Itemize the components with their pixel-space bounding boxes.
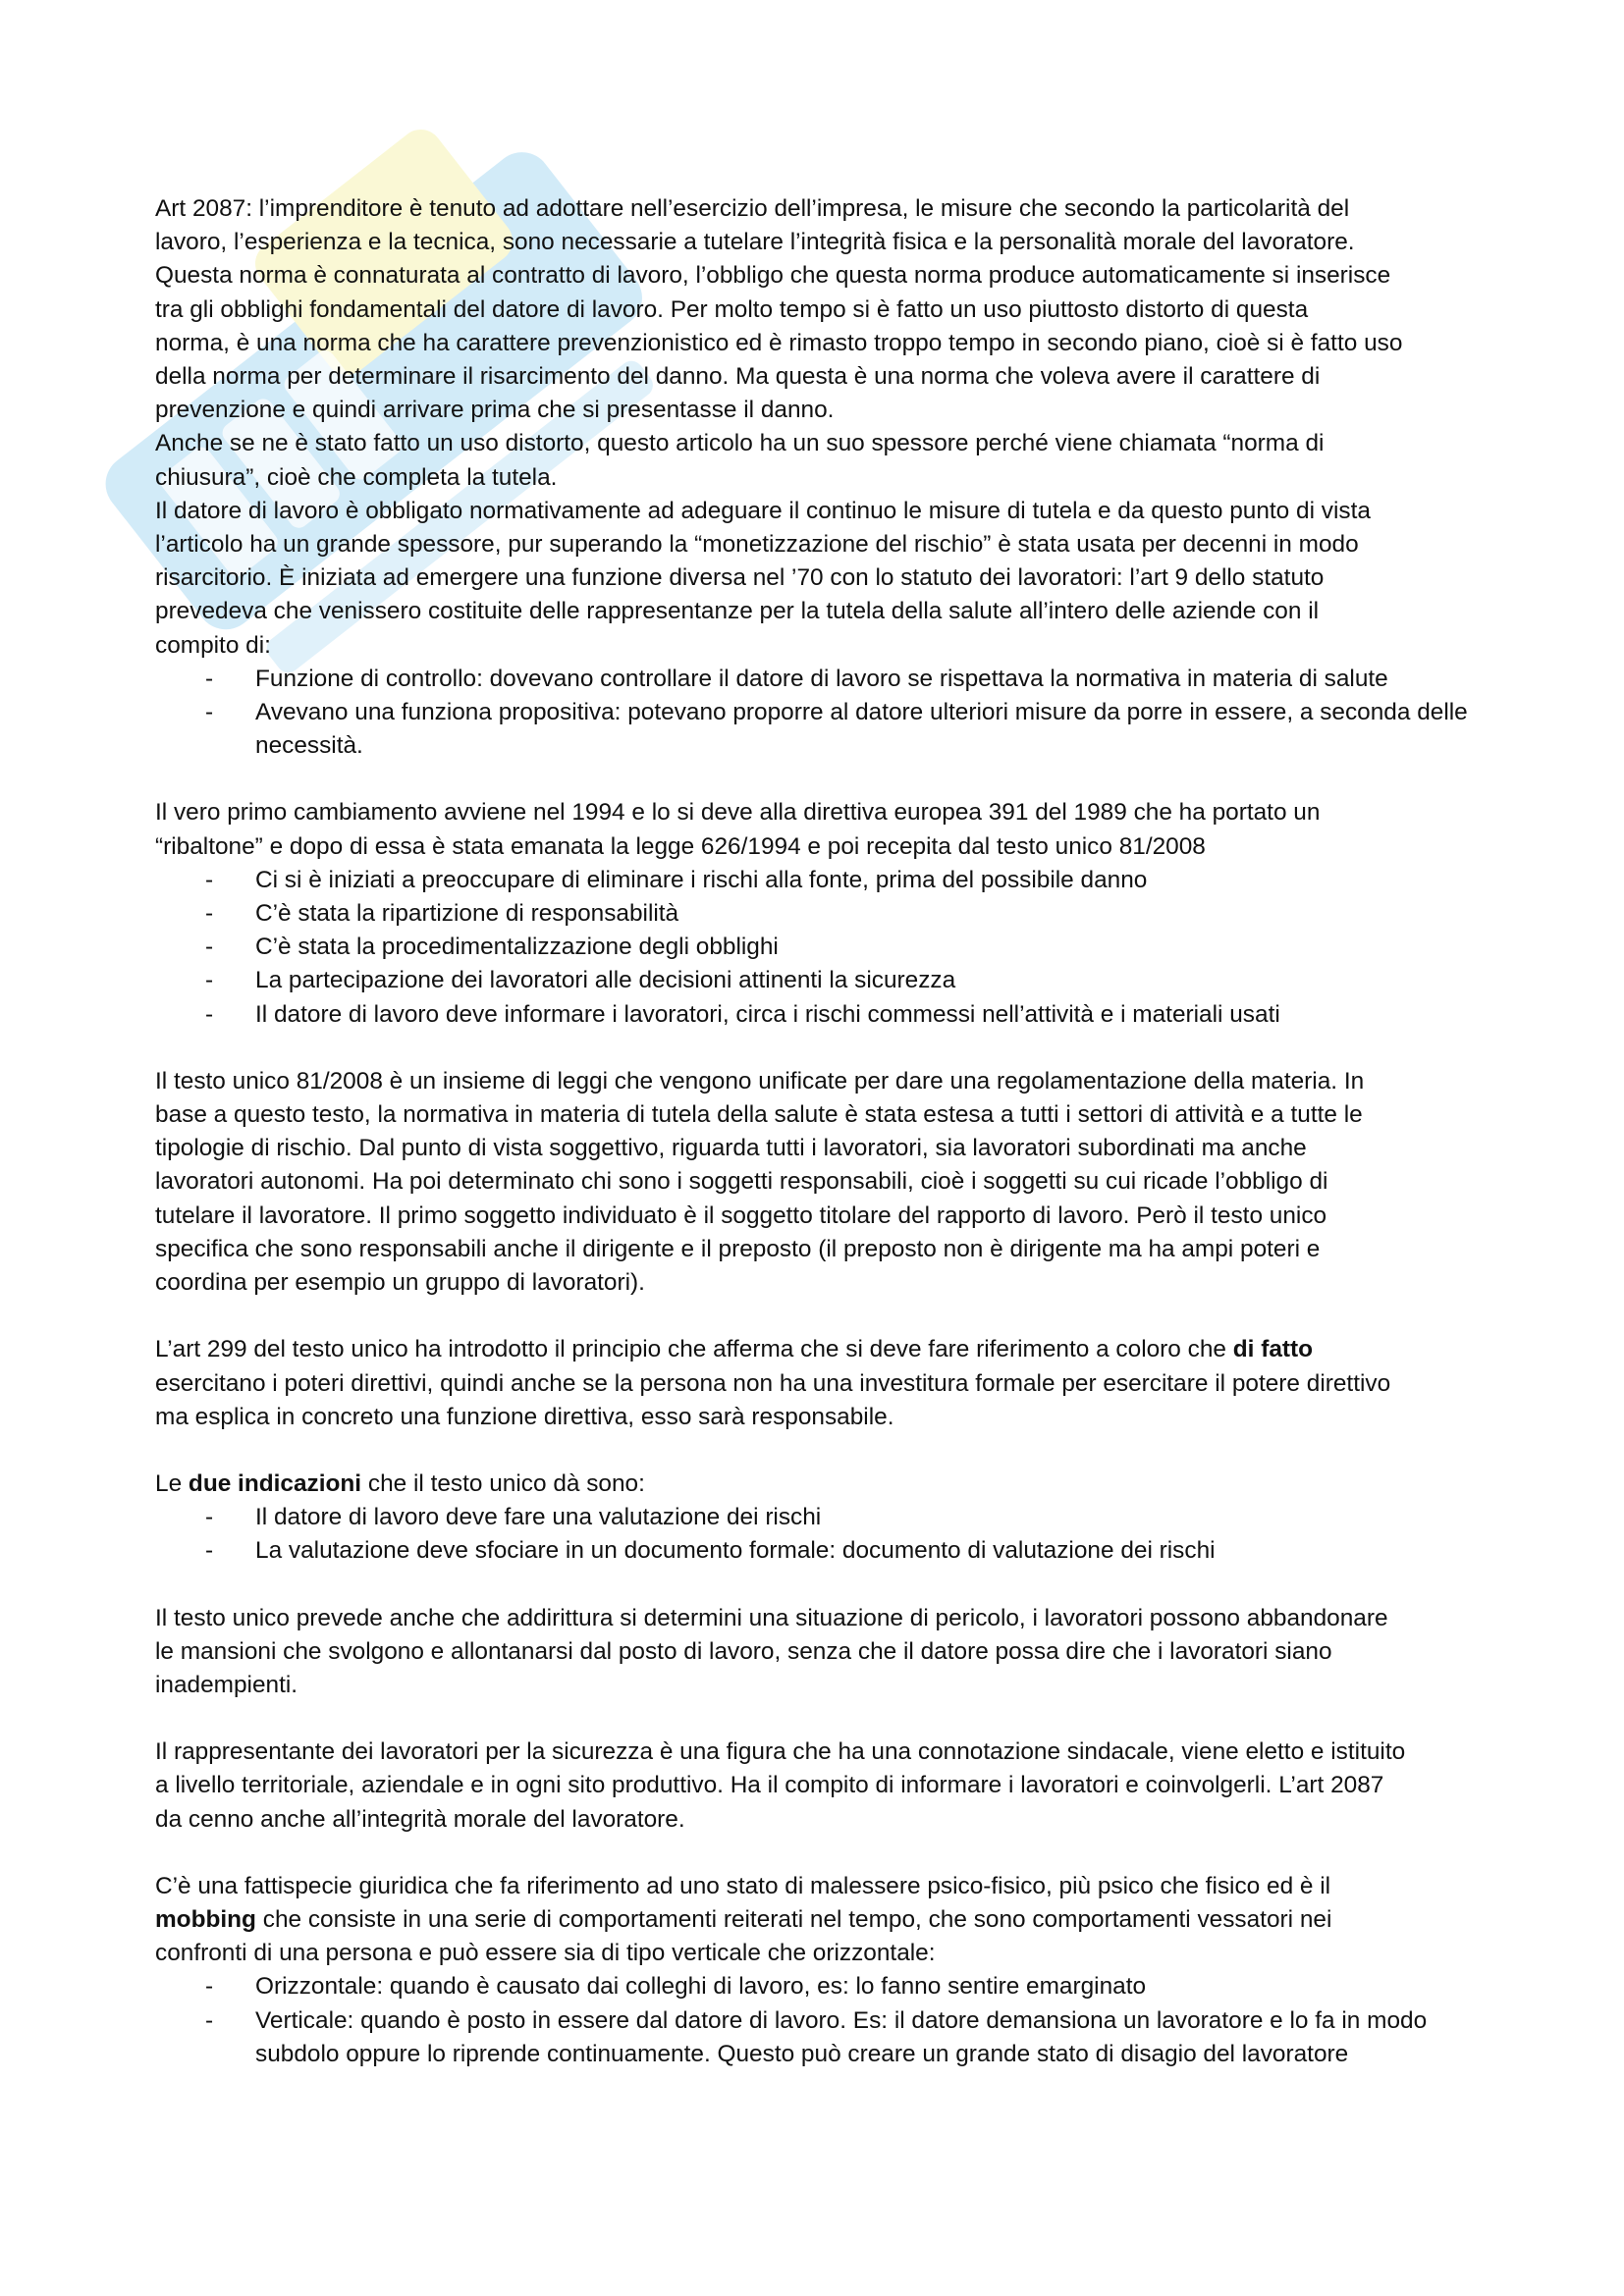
list-cambiamenti	[155, 864, 1481, 1032]
text-line: Il datore di lavoro è obbligato normativamente ad adeguare il continuo le misure di tutela e da questo punto di vista	[155, 497, 1371, 524]
bold-di-fatto: di fatto	[1232, 1336, 1314, 1363]
bullet-dash: -	[205, 665, 214, 692]
list-item: - Orizzontale: quando è causato dai colleghi di lavoro, es: lo fanno sentire emarginato	[155, 1970, 1481, 2003]
text-line: norma, è una norma che ha carattere prevenzionistico ed è rimasto troppo tempo in secondo piano, cioè si è fatto uso	[155, 329, 1403, 356]
text-line: risarcitorio. È iniziata ad emergere una funzione diversa nel ’70 con lo statuto dei lavoratori: l’art 9 dello statuto	[155, 564, 1325, 592]
document-body	[155, 192, 1481, 2071]
list-item: - C’è stata la ripartizione di responsabilità	[155, 897, 1481, 931]
bullet-dash: -	[205, 866, 214, 893]
text-line: Questa norma è connaturata al contratto di lavoro, l’obbligo che questa norma produce automaticamente si inserisce	[155, 262, 1391, 290]
text-line: chiusura”, cioè che completa la tutela.	[155, 463, 558, 491]
text-line: compito di:	[155, 631, 271, 659]
bullet-dash: -	[205, 1504, 214, 1531]
bold-mobbing: mobbing	[155, 1905, 256, 1933]
list-rappresentanze-compiti	[155, 663, 1481, 764]
text-line: lavoro, l’esperienza e la tecnica, sono necessarie a tutelare l’integrità fisica e la personalità morale del lavoratore.	[155, 229, 1355, 256]
text-line: Anche se ne è stato fatto un uso distorto, questo articolo ha un suo spessore perché viene chiamata “norma di	[155, 430, 1325, 457]
bullet-dash: -	[205, 699, 214, 726]
bullet-dash: -	[205, 900, 214, 928]
bullet-dash: -	[205, 1537, 214, 1565]
bullet-dash: -	[205, 934, 214, 961]
list-indicazioni	[155, 1501, 1481, 1568]
text-line: l’articolo ha un grande spessore, pur superando la “monetizzazione del rischio” è stata usata per decenni in modo	[155, 531, 1359, 559]
paragraph-art-299: L’art 299 del testo unico ha introdotto il principio che afferma che si deve fare riferimento a coloro che di fatto esercitano i poteri direttivi, quindi anche se la persona non ha una investitura formale per esercitare il potere direttivo ma esplica in concreto una funzione direttiva, esso sarà responsabile.	[155, 1336, 1391, 1430]
bullet-dash: -	[205, 1000, 214, 1028]
text-line: prevedeva che venissero costituite delle rappresentanze per la tutela della salute all’intero delle aziende con il	[155, 598, 1320, 625]
bullet-dash: -	[205, 2006, 214, 2034]
list-item: - La valutazione deve sfociare in un documento formale: documento di valutazione dei rischi	[155, 1534, 1481, 1568]
paragraph-cambiamento-1994: Il vero primo cambiamento avviene nel 1994 e lo si deve alla direttiva europea 391 del 1989 che ha portato un “ribaltone” e dopo di essa è stata emanata la legge 626/1994 e poi recepita dal testo unico 81/2008	[155, 799, 1321, 860]
list-item: - Funzione di controllo: dovevano controllare il datore di lavoro se rispettava la normativa in materia di salute	[155, 663, 1481, 696]
list-item: - C’è stata la procedimentalizzazione degli obblighi	[155, 931, 1481, 964]
text-line: della norma per determinare il risarcimento del danno. Ma questa è una norma che voleva avere il carattere di	[155, 363, 1321, 391]
list-item: - Avevano una funziona propositiva: potevano proporre al datore ulteriori misure da porre in essere, a seconda delle necessità.	[155, 696, 1481, 763]
bullet-dash: -	[205, 967, 214, 994]
list-item: - Ci si è iniziati a preoccupare di eliminare i rischi alla fonte, prima del possibile danno	[155, 864, 1481, 897]
bold-due-indicazioni: due indicazioni	[188, 1469, 362, 1497]
list-mobbing-tipi	[155, 1970, 1481, 2071]
list-item: - Il datore di lavoro deve informare i lavoratori, circa i rischi commessi nell’attività e i materiali usati	[155, 998, 1481, 1032]
text-line: prevenzione e quindi arrivare prima che si presentasse il danno.	[155, 397, 835, 424]
text-line: Art 2087: l’imprenditore è tenuto ad adottare nell’esercizio dell’impresa, le misure che secondo la particolarità del	[155, 195, 1350, 222]
paragraph-mobbing: C’è una fattispecie giuridica che fa riferimento ad uno stato di malessere psico-fisico, più psico che fisico ed è il mobbing che consiste in una serie di comportamenti reiterati nel tempo, che sono comportamenti vessatori nei confronti di una persona e può essere sia di tipo verticale che orizzontale:	[155, 1872, 1332, 1967]
text-line: tra gli obblighi fondamentali del datore di lavoro. Per molto tempo si è fatto un uso piuttosto distorto di questa	[155, 295, 1309, 323]
paragraph-due-indicazioni: Le due indicazioni che il testo unico dà sono:	[155, 1469, 645, 1497]
paragraph-art-2087	[155, 192, 1481, 663]
list-item: - La partecipazione dei lavoratori alle decisioni attinenti la sicurezza	[155, 964, 1481, 997]
list-item: - Il datore di lavoro deve fare una valutazione dei rischi	[155, 1501, 1481, 1534]
bullet-dash: -	[205, 1973, 214, 2001]
paragraph-rappresentante: Il rappresentante dei lavoratori per la sicurezza è una figura che ha una connotazione sindacale, viene eletto e istituito a livello territoriale, aziendale e in ogni sito produttivo. Ha il compito di informare i lavoratori e coinvolgerli. L’art 2087 da cenno anche all’integrità morale del lavoratore.	[155, 1738, 1406, 1833]
paragraph-testo-unico: Il testo unico 81/2008 è un insieme di leggi che vengono unificate per dare una regolamentazione della materia. In base a questo testo, la normativa in materia di tutela della salute è stata estesa a tutti i settori di attività e a tutte le tipologie di rischio. Dal punto di vista soggettivo, riguarda tutti i lavoratori, sia lavoratori subordinati ma anche lavoratori autonomi. Ha poi determinato chi sono i soggetti responsabili, cioè i soggetti su cui ricade l’obbligo di tutelare il lavoratore. Il primo soggetto individuato è il soggetto titolare del rapporto di lavoro. Però il testo unico specifica che sono responsabili anche il dirigente e il preposto (il preposto non è dirigente ma ha ampi poteri e coordina per esempio un gruppo di lavoratori).	[155, 1067, 1365, 1297]
paragraph-pericolo: Il testo unico prevede anche che addirittura si determini una situazione di pericolo, i lavoratori possono abbandonare le mansioni che svolgono e allontanarsi dal posto di lavoro, senza che il datore possa dire che i lavoratori siano inadempienti.	[155, 1604, 1388, 1698]
list-item: - Verticale: quando è posto in essere dal datore di lavoro. Es: il datore demansiona un lavoratore e lo fa in modo subdolo oppure lo riprende continuamente. Questo può creare un grande stato di disagio del lavoratore	[155, 2004, 1481, 2071]
